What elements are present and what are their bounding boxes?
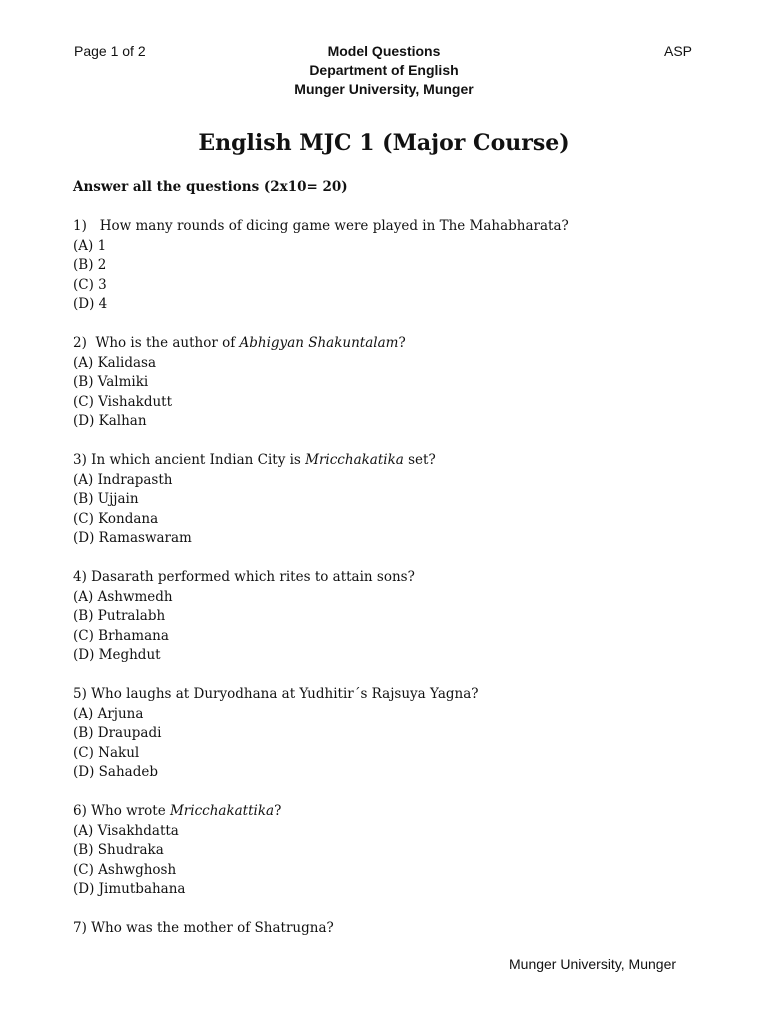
- answer-option: (A) 1: [73, 237, 107, 254]
- answer-option: (D) 4: [73, 296, 108, 312]
- question-work-title: Abhigyan Shakuntalam: [239, 335, 399, 351]
- answer-option: (A) Indrapasth: [73, 471, 173, 488]
- question-text-part: 2) Who is the author of: [73, 335, 240, 351]
- page-number: Page 1 of 2: [74, 43, 146, 59]
- question-work-title: Mricchakattika: [169, 803, 275, 819]
- question-block: [73, 217, 713, 315]
- question-block: [73, 334, 713, 432]
- question-text-part: 6) Who wrote: [73, 803, 170, 819]
- answer-option: (D) Ramaswaram: [73, 530, 192, 546]
- question-list: [73, 217, 713, 939]
- footer-text: Munger University, Munger: [509, 956, 677, 972]
- question-text-part: 3) In which ancient Indian City is: [73, 452, 306, 468]
- question-text-part: 1) How many rounds of dicing game were played in The Mahabharata?: [73, 218, 569, 234]
- question-block: [73, 568, 713, 666]
- document-title: English MJC 1 (Major Course): [198, 130, 570, 156]
- question-block: [73, 802, 713, 900]
- header-line-department: Department of English: [309, 62, 459, 78]
- question-text: [73, 217, 713, 237]
- document-header: [234, 42, 534, 99]
- question-text: [73, 919, 713, 939]
- answer-option: (A) Arjuna: [73, 705, 144, 722]
- answer-option: (A) Kalidasa: [73, 354, 157, 371]
- answer-option: (B) Shudraka: [73, 842, 164, 858]
- header-line-university: Munger University, Munger: [294, 81, 474, 97]
- question-text: [73, 568, 713, 588]
- question-block: [73, 685, 713, 783]
- question-text-part: ?: [274, 803, 282, 819]
- answer-option: (C) Brhamana: [73, 627, 169, 644]
- question-text: [73, 802, 713, 822]
- answer-option: (B) Draupadi: [73, 725, 162, 741]
- answer-option: (C) Kondana: [73, 510, 159, 527]
- answer-option: (B) 2: [73, 257, 107, 273]
- answer-option: (A) Visakhdatta: [73, 822, 179, 839]
- question-text-part: 4) Dasarath performed which rites to attain sons?: [73, 569, 415, 585]
- question-work-title: Mricchakatika: [305, 452, 404, 468]
- question-text: [73, 685, 713, 705]
- header-line-model-questions: Model Questions: [327, 43, 441, 59]
- answer-option: (C) Vishakdutt: [73, 393, 173, 410]
- answer-option: (C) 3: [73, 276, 107, 293]
- question-content: [73, 178, 713, 958]
- answer-option: (D) Kalhan: [73, 413, 147, 429]
- question-block: [73, 919, 713, 939]
- question-text-part: 5) Who laughs at Duryodhana at Yudhitir´s Rajsuya Yagna?: [73, 686, 479, 702]
- answer-option: (B) Valmiki: [73, 374, 149, 390]
- answer-option: (D) Sahadeb: [73, 764, 158, 780]
- answer-option: (A) Ashwmedh: [73, 588, 173, 605]
- question-text-part: ?: [398, 335, 406, 351]
- answer-option: (B) Ujjain: [73, 491, 139, 507]
- question-text-part: 7) Who was the mother of Shatrugna?: [73, 920, 334, 936]
- answer-option: (C) Nakul: [73, 744, 140, 761]
- answer-option: (B) Putralabh: [73, 608, 166, 624]
- answer-option: (D) Jimutbahana: [73, 881, 186, 897]
- answer-option: (C) Ashwghosh: [73, 861, 177, 878]
- question-text: [73, 451, 713, 471]
- question-text-part: set?: [403, 452, 436, 468]
- instruction-text: Answer all the questions (2x10= 20): [73, 179, 348, 195]
- question-text: [73, 334, 713, 354]
- answer-option: (D) Meghdut: [73, 647, 161, 663]
- question-block: [73, 451, 713, 549]
- header-code: ASP: [664, 43, 693, 59]
